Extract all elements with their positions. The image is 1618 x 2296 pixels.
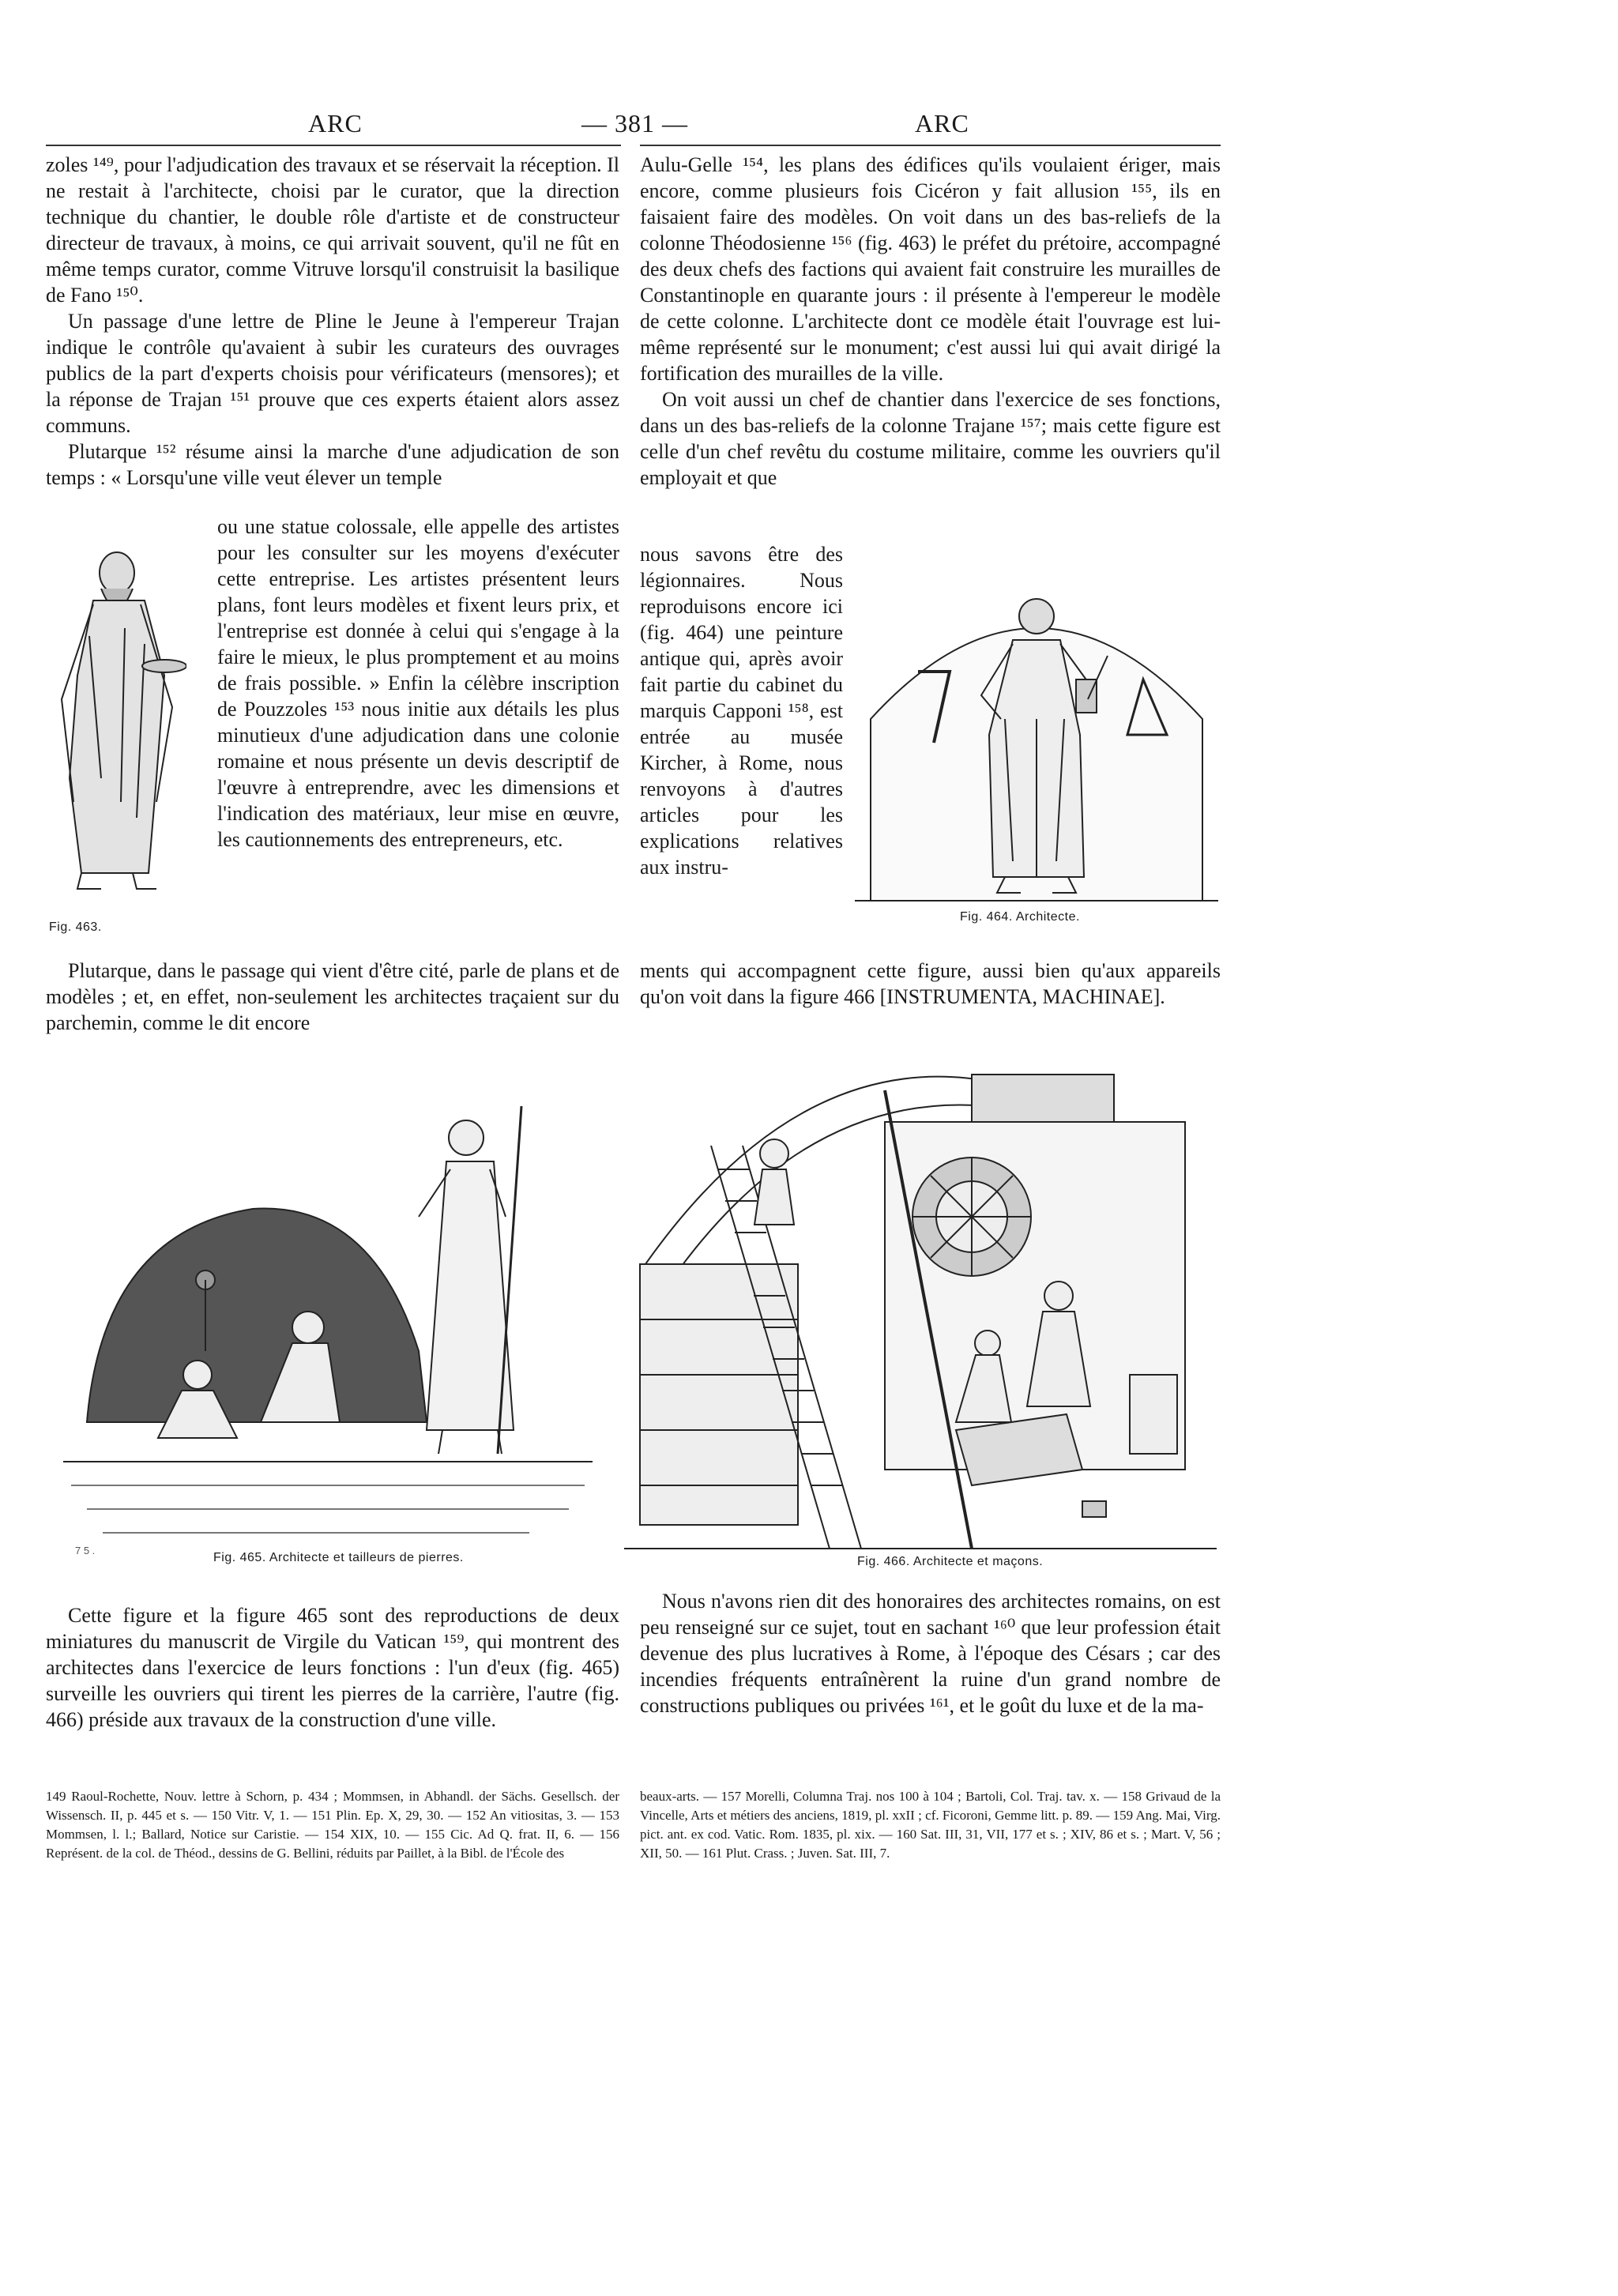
right-column-top: [640, 152, 1221, 491]
footnote-text: beaux-arts. — 157 Morelli, Columna Traj. nos 100 à 104 ; Bartoli, Col. Traj. tav. x. — 158 Grivaud de la Vincelle, Arts et métiers des anciens, 1819, pl. xxII ; cf. Ficoroni, Gemme litt. p. 89. — 159 Ang. Mai, Virg. pict. ant. ex cod. Vatic. Rom. 1835, pl. xix. — 160 Sat. III, 31, VII, 177 et s. ; XIV, 86 et s. ; Mart. V, 56 ; XII, 50. — 161 Plut. Crass. ; Juven. Sat. III, 7.: [640, 1789, 1221, 1861]
footnotes-right: [640, 1787, 1221, 1863]
paragraph: Aulu-Gelle ¹⁵⁴, les plans des édifices qu'ils voulaient ériger, mais encore, comme plusieurs fois Cicéron y fait allusion ¹⁵⁵, ils en faisaient faire des modèles. On voit dans un des bas-reliefs de la colonne Théodosienne ¹⁵⁶ (fig. 463) le préfet du prétoire, accompagné des deux chefs des factions qui avaient fait construire les murailles de Constantinople en quarante jours : il présente à l'empereur le modèle de cette colonne. L'architecte dont ce modèle était l'ouvrage est lui-même représenté sur le monument; c'est aussi lui qui avait dirigé la fortification des murailles de la ville.: [640, 153, 1221, 385]
figure-465-signature: 7 5 .: [75, 1545, 96, 1556]
left-column-wrap: [217, 514, 619, 853]
left-column-top: [46, 152, 619, 491]
figure-463-image: [46, 541, 186, 897]
paragraph: ments qui accompagnent cette figure, aussi bien qu'aux appareils qu'on voit dans la figure 466 [INSTRUMENTA, MACHINAE].: [640, 959, 1221, 1008]
lower-left-text: [46, 1602, 619, 1733]
paragraph: zoles ¹⁴⁹, pour l'adjudication des travaux et se réservait la réception. Il ne restait à l'architecte, choisi par le curator, que la direction technique du chantier, le double rôle d'artiste et de constructeur directeur de travaux, à moins, ce qui arrivait souvent, qu'il ne fût en même temps curator, comme Vitruve lorsqu'il construisit la basilique de Fano ¹⁵⁰.: [46, 153, 619, 307]
page-number: — 381 —: [581, 109, 688, 137]
paragraph: On voit aussi un chef de chantier dans l'exercice de ses fonctions, dans un des bas-reliefs de la colonne Trajane ¹⁵⁷; mais cette figure est celle d'un chef revêtu du costume militaire, comme les ouvriers qu'il employait et que: [640, 388, 1221, 489]
paragraph: Cette figure et la figure 465 sont des reproductions de deux miniatures du manuscrit de Virgile du Vatican ¹⁵⁹, qui montrent des architectes dans l'exercice de leurs fonctions : l'un d'eux (fig. 465) surveille les ouvriers qui tirent les pierres de la carrière, l'autre (fig. 466) préside aux travaux de la construction d'une ville.: [46, 1604, 619, 1731]
lower-right-text: [640, 1588, 1221, 1718]
left-column-bottom: [46, 958, 619, 1036]
figure-464-caption: Fig. 464. Architecte.: [960, 910, 1080, 924]
footnotes-left: [46, 1787, 619, 1863]
figure-465-image: [55, 1090, 600, 1545]
right-column-bottom: [640, 958, 1221, 1010]
figure-465-caption: Fig. 465. Architecte et tailleurs de pierres.: [213, 1551, 464, 1564]
paragraph: Plutarque ¹⁵² résume ainsi la marche d'une adjudication de son temps : « Lorsqu'une ville veut élever un temple: [46, 440, 619, 489]
running-head-left: ARC: [308, 109, 363, 137]
right-column-wrap: [640, 541, 843, 880]
paragraph: Un passage d'une lettre de Pline le Jeune à l'empereur Trajan indique le contrôle qu'avaient à subir les curateurs des ouvrages publics de la part d'experts choisis pour vérificateurs (mensores); et la réponse de Trajan ¹⁵¹ prouve que ces experts étaient alors assez communs.: [46, 310, 619, 437]
paragraph: nous savons être des légionnaires. Nous reproduisons encore ici (fig. 464) une peinture antique qui, après avoir fait partie du cabinet du marquis Capponi ¹⁵⁸, est entrée au musée Kircher, à Rome, nous renvoyons à d'autres articles pour les explications relatives aux instru-: [640, 543, 843, 879]
paragraph: ou une statue colossale, elle appelle des artistes pour les consulter sur les moyens d'exécuter cette entreprise. Les artistes présentent leurs plans, font leurs modèles et fixent leurs prix, et l'entreprise est donnée à celui qui s'engage à la faire le mieux, le plus promptement et au moins de frais possible. » Enfin la célèbre inscription de Pouzzoles ¹⁵³ nous initie aux détails les plus minutieux d'une adjudication dans une colonie romaine et nous présente un devis descriptif de l'œuvre à entreprendre, avec les dimensions et l'indication des matériaux, leur mise en œuvre, les cautionnements des entrepreneurs, etc.: [217, 515, 619, 851]
figure-464-image: [855, 561, 1218, 905]
paragraph: Plutarque, dans le passage qui vient d'être cité, parle de plans et de modèles ; et, en effet, non-seulement les architectes traçaient sur du parchemin, comme le dit encore: [46, 959, 619, 1034]
paragraph: Nous n'avons rien dit des honoraires des architectes romains, on est peu renseigné sur ce sujet, tout en sachant ¹⁶⁰ que leur profession était devenue des plus lucratives à Rome, à l'époque des Césars ; car des incendies fréquents entraînèrent la ruine d'un grand nombre de constructions publiques ou privées ¹⁶¹, et le goût du luxe et de la ma-: [640, 1590, 1221, 1717]
header-rule-left: [46, 145, 621, 146]
running-head-right: ARC: [915, 109, 969, 137]
figure-466-image: [624, 1059, 1217, 1556]
figure-466-caption: Fig. 466. Architecte et maçons.: [857, 1555, 1044, 1568]
figure-463-caption: Fig. 463.: [49, 920, 102, 934]
header-rule-right: [640, 145, 1221, 146]
footnote-text: 149 Raoul-Rochette, Nouv. lettre à Schorn, p. 434 ; Mommsen, in Abhandl. der Sächs. Gesellsch. der Wissensch. II, p. 445 et s. — 150 Vitr. V, 1. — 151 Plin. Ep. X, 29, 30. — 152 An vitiositas, 3. — 153 Mommsen, l. l.; Ballard, Notice sur Caristie. — 154 XIX, 10. — 155 Cic. Ad Q. frat. II, 6. — 156 Représent. de la col. de Théod., dessins de G. Bellini, réduits par Paillet, à la Bibl. de l'École des: [46, 1789, 619, 1861]
